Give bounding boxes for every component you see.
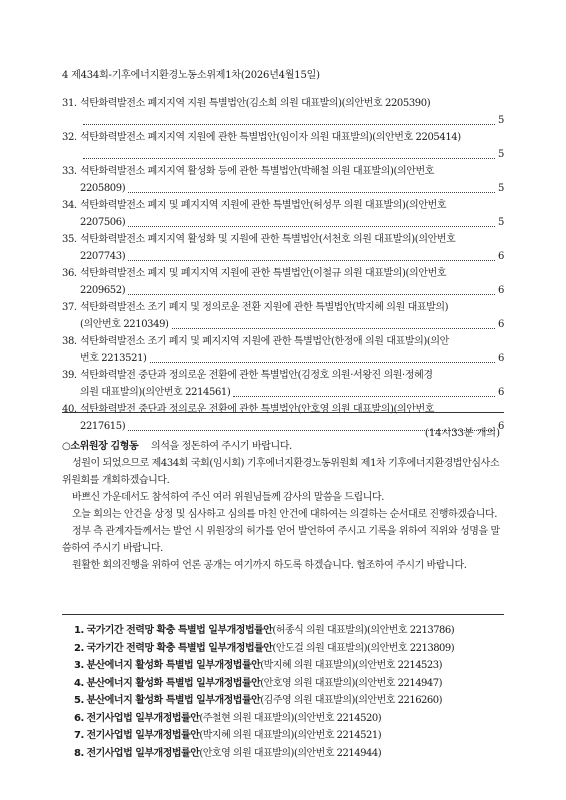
- toc-title-continued: 2207743): [80, 251, 126, 262]
- agenda-sponsor: (김주영 의원 대표발의)(의안번호 2216260): [260, 695, 443, 706]
- toc-title: 석탄화력발전소 폐지 및 폐지지역 지원에 관한 특별법안(허성무 의원 대표발의)(의안번호: [80, 200, 447, 211]
- agenda-number: 7.: [74, 730, 84, 741]
- toc-title: 석탄화력발전소 조기 폐지 및 정의로운 전환 지원에 관한 특별법안(박지혜 의원 대표발의): [80, 302, 449, 313]
- agenda-number: 6.: [74, 712, 84, 724]
- agenda-title: 분산에너지 활성화 특별법 일부개정법률안: [86, 660, 261, 671]
- agenda-sponsor: (안도걸 의원 대표발의)(의안번호 2213809): [272, 642, 455, 654]
- agenda-number: 1.: [74, 625, 84, 636]
- agenda-item: [74, 622, 514, 640]
- toc-number: 33.: [62, 166, 77, 177]
- section-divider: [62, 614, 504, 615]
- toc-page: 5: [498, 115, 504, 126]
- agenda-number: 2.: [74, 642, 84, 654]
- toc-entry: [62, 333, 504, 367]
- agenda-item: [74, 657, 514, 675]
- agenda-sponsor: (안호영 의원 대표발의)(의안번호 2214947): [260, 677, 443, 689]
- agenda-title: 국가기간 전력망 확충 특별법 일부개정법률안: [86, 625, 273, 636]
- speech-paragraph: 오늘 회의는 안건을 상정 및 심사하고 심의를 마친 안건에 대하여는 의결하는 순서대로 진행하겠습니다.: [72, 509, 498, 520]
- agenda-item: [74, 675, 514, 693]
- speech-paragraph: 성원이 되었으므로 제434회 국회(임시회) 기후에너지환경노동위원회 제1차 기후에너지환경법안심사소위원회를 개회하겠습니다.: [62, 458, 500, 486]
- toc-number: 40.: [62, 404, 77, 415]
- agenda-list: [74, 622, 514, 762]
- agenda-number: 5.: [74, 695, 84, 706]
- agenda-sponsor: (박지혜 의원 대표발의)(의안번호 2214523): [260, 660, 443, 671]
- speech-paragraph: 바쁘신 가운데서도 참석하여 주신 여러 위원님들께 감사의 말씀을 드립니다.: [72, 492, 385, 503]
- toc-title: 석탄화력발전소 폐지지역 지원에 관한 특별법안(임이자 의원 대표발의)(의안번호 2205414): [80, 132, 461, 143]
- toc-page: 5: [498, 217, 504, 228]
- toc-entry: [62, 163, 504, 197]
- toc-page: 6: [498, 285, 504, 296]
- toc-entry: [62, 129, 504, 163]
- toc-leader: [83, 124, 495, 125]
- speaker-name: ○소위원장 김형동: [62, 441, 139, 452]
- agenda-item: [74, 745, 514, 763]
- agenda-number: 3.: [74, 660, 84, 671]
- agenda-item: [74, 710, 514, 728]
- toc-title: 석탄화력발전소 폐지지역 활성화 등에 관한 특별법안(박해철 의원 대표발의)(의안번호: [80, 166, 435, 177]
- toc-title: 석탄화력발전소 폐지지역 지원 특별법안(김소희 의원 대표발의)(의안번호 2205390): [80, 98, 431, 109]
- toc-title: 석탄화력발전 중단과 정의로운 전환에 관한 특별법안(김정호 의원·서왕진 의원·정혜경: [80, 370, 433, 381]
- toc-leader: [172, 328, 495, 329]
- agenda-title: 전기사업법 일부개정법률안: [86, 730, 200, 741]
- toc-title: 석탄화력발전소 폐지지역 활성화 및 지원에 관한 특별법안(서천호 의원 대표발의)(의안번호: [80, 234, 456, 245]
- toc-entry: [62, 197, 504, 231]
- session-time-note: (14시33분 개의): [424, 428, 500, 439]
- toc-entry: [62, 265, 504, 299]
- speech-opening: 의석을 정돈하여 주시기 바랍니다.: [151, 441, 292, 452]
- agenda-title: 전기사업법 일부개정법률안: [86, 747, 200, 759]
- toc-title-continued: 번호 2213521): [80, 353, 147, 364]
- toc-number: 34.: [62, 200, 77, 211]
- speech-paragraph: 원활한 회의진행을 위하여 언론 공개는 여기까지 하도록 하겠습니다. 협조하여 주시기 바랍니다.: [72, 560, 467, 571]
- toc-number: 36.: [62, 268, 77, 279]
- chair-speech: [62, 438, 504, 574]
- page-header: 4 제434회-기후에너지환경노동소위제1차(2026년4월15일): [62, 70, 320, 81]
- toc-page: 5: [498, 183, 504, 194]
- toc-page: 6: [498, 319, 504, 330]
- agenda-sponsor: (안호영 의원 대표발의)(의안번호 2214944): [199, 747, 382, 759]
- agenda-title: 분산에너지 활성화 특별법 일부개정법률안: [86, 677, 261, 689]
- agenda-title: 분산에너지 활성화 특별법 일부개정법률안: [86, 695, 261, 706]
- toc-title-continued: 2207506): [80, 217, 126, 228]
- toc-leader: [128, 226, 495, 227]
- agenda-sponsor: (주철현 의원 대표발의)(의안번호 2214520): [199, 712, 382, 724]
- toc-title: 석탄화력발전소 폐지 및 폐지지역 지원에 관한 특별법안(이철규 의원 대표발의)(의안번호: [80, 268, 447, 279]
- table-of-contents: [62, 95, 504, 435]
- toc-title-continued: 2205809): [80, 183, 126, 194]
- toc-page: 6: [498, 251, 504, 262]
- toc-leader: [233, 396, 495, 397]
- toc-title: 석탄화력발전소 조기 폐지 및 폐지지역 지원에 관한 특별법안(한정애 의원 대표발의)(의안: [80, 336, 449, 347]
- toc-page: 6: [498, 353, 504, 364]
- toc-title-continued: 2217615): [80, 421, 126, 432]
- toc-title-continued: 의원 대표발의)(의안번호 2214561): [80, 387, 231, 398]
- toc-entry: [62, 299, 504, 333]
- toc-page: 6: [498, 421, 504, 432]
- toc-number: 39.: [62, 370, 77, 381]
- agenda-sponsor: (박지혜 의원 대표발의)(의안번호 2214521): [199, 730, 382, 741]
- toc-number: 31.: [62, 98, 77, 109]
- toc-entry: [62, 95, 504, 129]
- agenda-title: 전기사업법 일부개정법률안: [86, 712, 200, 724]
- toc-leader: [150, 362, 495, 363]
- toc-leader: [83, 158, 495, 159]
- agenda-number: 4.: [74, 677, 84, 689]
- toc-number: 38.: [62, 336, 77, 347]
- toc-title-continued: 2209652): [80, 285, 126, 296]
- agenda-item: [74, 727, 514, 745]
- toc-page: 6: [498, 387, 504, 398]
- toc-page: 5: [498, 149, 504, 160]
- toc-leader: [128, 260, 495, 261]
- agenda-item: [74, 640, 514, 658]
- agenda-sponsor: (허종식 의원 대표발의)(의안번호 2213786): [272, 625, 455, 636]
- agenda-item: [74, 692, 514, 710]
- toc-number: 32.: [62, 132, 77, 143]
- toc-title-continued: (의안번호 2210349): [80, 319, 169, 330]
- toc-entry: [62, 231, 504, 265]
- speech-paragraph: 정부 측 관계자들께서는 발언 시 위원장의 허가를 얻어 발언하여 주시고 기록을 위하여 직위와 성명을 말씀하여 주시기 바랍니다.: [62, 526, 500, 554]
- toc-leader: [128, 192, 495, 193]
- toc-entry: [62, 367, 504, 401]
- agenda-title: 국가기간 전력망 확충 특별법 일부개정법률안: [86, 642, 273, 654]
- agenda-number: 8.: [74, 747, 84, 759]
- toc-title: 석탄화력발전 중단과 정의로운 전환에 관한 특별법안(안호영 의원 대표발의)(의안번호: [80, 404, 435, 415]
- toc-number: 37.: [62, 302, 77, 313]
- toc-number: 35.: [62, 234, 77, 245]
- toc-leader: [128, 294, 495, 295]
- section-divider: [62, 412, 504, 413]
